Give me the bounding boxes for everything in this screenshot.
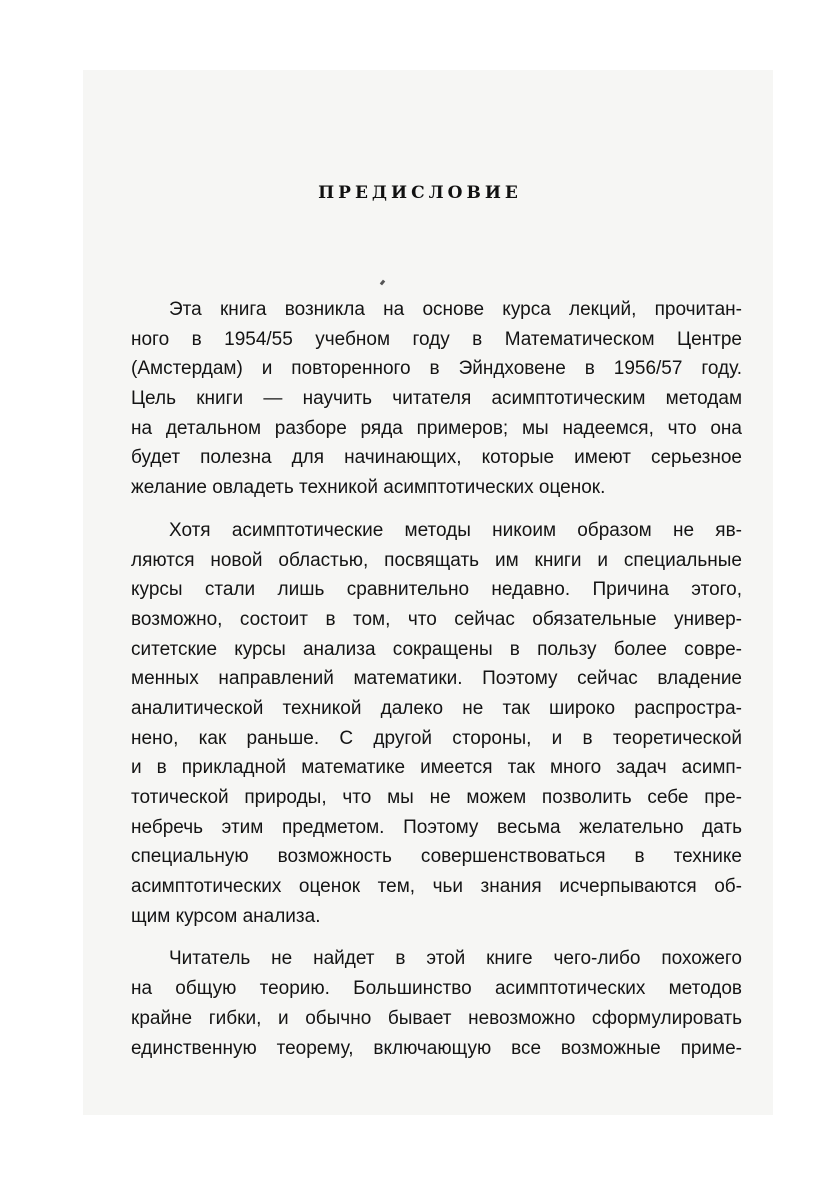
paragraph-1 (131, 295, 742, 503)
text-line: единственную теорему, включающую все возможные приме- (131, 1037, 742, 1059)
text-line: менных направлений математики. Поэтому сейчас владение (131, 668, 742, 690)
preface-body (131, 295, 742, 1063)
text-line: на общую теорию. Большинство асимптотических методов (131, 978, 742, 1000)
text-line: ного в 1954/55 учебном году в Математическом Центре (131, 328, 742, 350)
text-line: желание овладеть техникой асимптотических оценок. (131, 477, 606, 499)
text-line: и в прикладной математике имеется так много задач асимп- (131, 757, 742, 779)
text-line: нено, как раньше. С другой стороны, и в теоретической (131, 727, 742, 749)
text-line: ситетские курсы анализа сокращены в пользу более совре- (131, 638, 742, 660)
page-title: ПРЕДИСЛОВИЕ (318, 183, 522, 203)
text-line: будет полезна для начинающих, которые имеют серьезное (131, 447, 742, 469)
text-line: Эта книга возникла на основе курса лекций, прочитан- (169, 299, 742, 320)
text-line: ляются новой областью, посвящать им книги и специальные (131, 549, 742, 571)
text-line: возможно, состоит в том, что сейчас обязательные универ- (131, 608, 742, 630)
text-line: крайне гибки, и обычно бывает невозможно сформулировать (131, 1007, 742, 1029)
text-line: на детальном разборе ряда примеров; мы надеемся, что она (131, 417, 742, 439)
text-line: Читатель не найдет в этой книге чего-либо похожего (169, 948, 742, 970)
text-line: аналитической техникой далеко не так широко распростра- (131, 697, 742, 719)
text-line: небречь этим предметом. Поэтому весьма желательно дать (131, 816, 742, 838)
text-line: тотической природы, что мы не можем позволить себе пре- (131, 787, 742, 808)
paragraph-2 (131, 516, 742, 932)
text-line: асимптотических оценок тем, чьи знания исчерпываются об- (131, 876, 742, 898)
text-line: Цель книги — научить читателя асимптотическим методам (131, 388, 742, 410)
paragraph-3 (131, 944, 742, 1063)
text-line: курсы стали лишь сравнительно недавно. Причина этого, (131, 579, 742, 601)
text-line: щим курсом анализа. (131, 905, 321, 927)
text-line: специальную возможность совершенствоваться в технике (131, 846, 742, 868)
text-line: Хотя асимптотические методы никоим образом не яв- (169, 519, 742, 541)
text-line: (Амстердам) и повторенного в Эйндховене в 1956/57 году. (131, 358, 742, 380)
